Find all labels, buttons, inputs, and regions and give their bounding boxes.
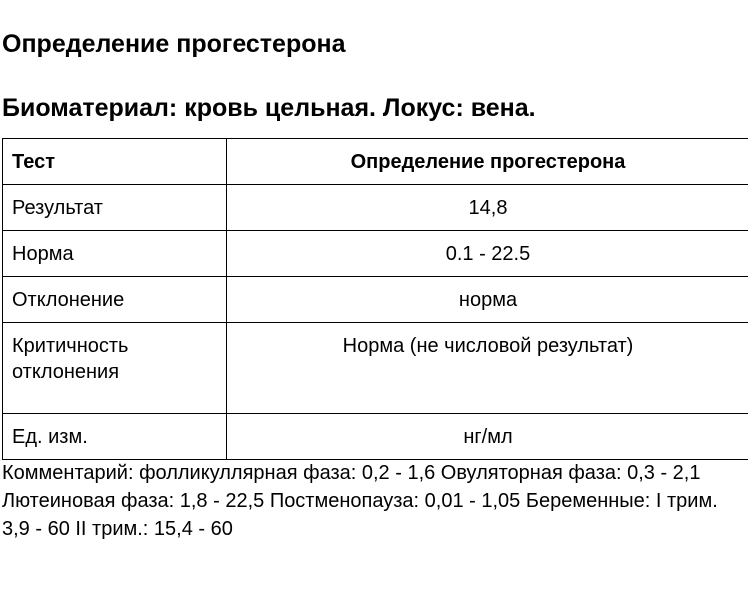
table-header-row [3,139,748,185]
results-table [2,138,748,460]
table-row-result [3,185,748,231]
header-test-name: Определение прогестерона [227,139,748,185]
row-label: Критичность отклонения [3,323,227,414]
row-label: Норма [3,231,227,277]
biomaterial-subtitle: Биоматериал: кровь цельная. Локус: вена. [2,94,536,122]
row-label: Отклонение [3,277,227,323]
row-value: Норма (не числовой результат) [227,323,748,414]
table-row-deviation [3,277,748,323]
row-value: 0.1 - 22.5 [227,231,748,277]
row-value: 14,8 [227,185,748,231]
row-value: норма [227,277,748,323]
row-value: нг/мл [227,414,748,460]
reference-comment: Комментарий: фолликуллярная фаза: 0,2 - 1,6 Овуляторная фаза: 0,3 - 2,1 Лютеиновая фаза: 1,8 - 22,5 Постменопауза: 0,01 - 1,05 Беременные: I трим. 3,9 - 60 II трим.: 15,4 - 60 [2,462,718,540]
row-label: Ед. изм. [3,414,227,460]
header-test: Тест [3,139,227,185]
page-title: Определение прогестерона [2,30,346,58]
table-row-norm [3,231,748,277]
table-row-units [3,414,748,460]
row-label: Результат [3,185,227,231]
table-row-criticality [3,323,748,414]
